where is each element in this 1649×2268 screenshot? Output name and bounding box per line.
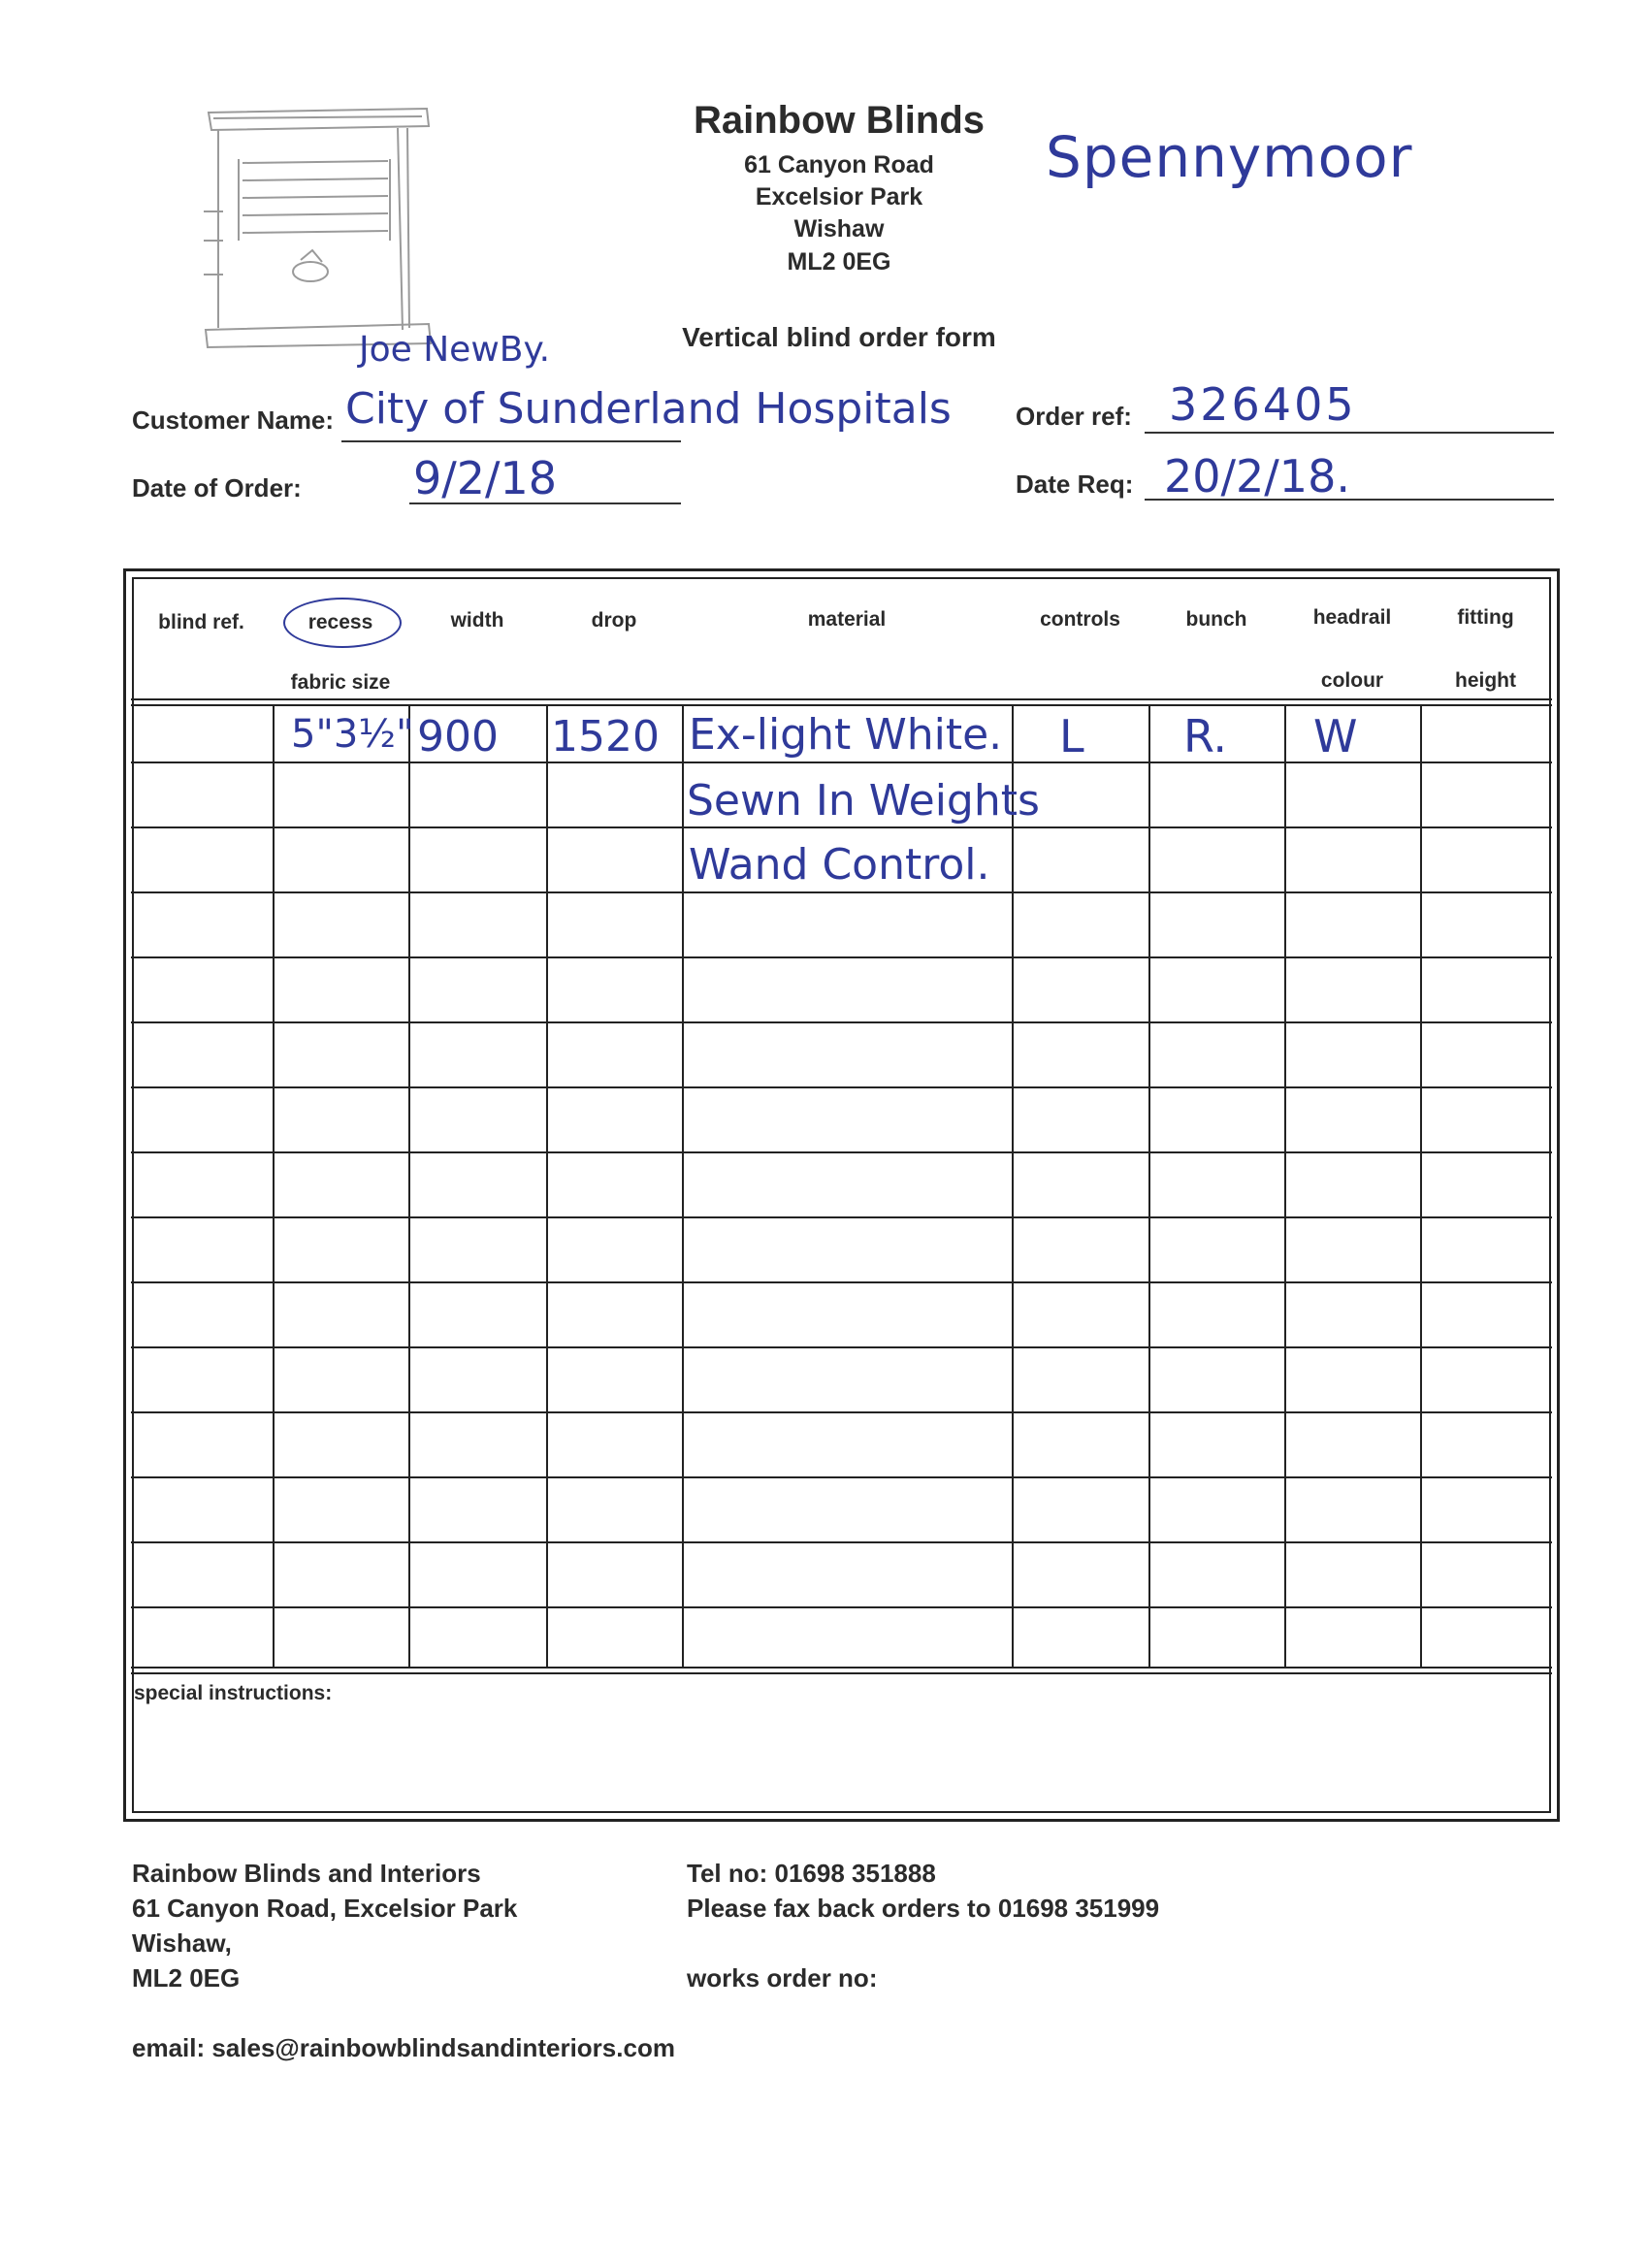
table-row-line bbox=[131, 1606, 1552, 1608]
table-column-line bbox=[273, 704, 275, 1667]
table-column-line bbox=[546, 704, 548, 1667]
footer-tel: Tel no: 01698 351888 bbox=[687, 1859, 936, 1888]
table-column-line bbox=[408, 704, 410, 1667]
header-colour: colour bbox=[1320, 669, 1384, 692]
row1-width: 900 bbox=[417, 712, 499, 761]
material-note-line: Wand Control. bbox=[689, 840, 990, 890]
date-req-label: Date Req: bbox=[1016, 470, 1134, 499]
table-row-line bbox=[131, 1411, 1552, 1413]
table-row-line bbox=[131, 1541, 1552, 1543]
special-instructions-label: special instructions: bbox=[134, 1682, 333, 1704]
company-title: Rainbow Blinds bbox=[694, 99, 985, 142]
order-ref-line bbox=[1145, 432, 1554, 434]
row1-headrail: W bbox=[1313, 710, 1358, 762]
table-row-line bbox=[131, 1021, 1552, 1023]
table-column-line bbox=[682, 704, 684, 1667]
table-row-line bbox=[131, 1281, 1552, 1283]
footer-company: Rainbow Blinds and Interiors bbox=[132, 1859, 481, 1888]
footer-address-line: 61 Canyon Road, Excelsior Park bbox=[132, 1894, 518, 1923]
address-line: Wishaw bbox=[793, 215, 885, 243]
material-note-line: Sewn In Weights bbox=[687, 776, 1040, 826]
header-headrail: headrail bbox=[1312, 606, 1392, 629]
table-header-divider bbox=[131, 698, 1552, 700]
footer-works-order: works order no: bbox=[687, 1963, 878, 1993]
address-line: ML2 0EG bbox=[787, 248, 891, 275]
customer-name-value: City of Sunderland Hospitals bbox=[345, 384, 952, 434]
header-width: width bbox=[450, 609, 504, 632]
table-row-line bbox=[131, 1216, 1552, 1218]
header-bunch: bunch bbox=[1185, 608, 1247, 631]
header-height: height bbox=[1455, 669, 1516, 692]
date-of-order-label: Date of Order: bbox=[132, 473, 302, 502]
row1-controls: L bbox=[1059, 710, 1084, 762]
address-line: Excelsior Park bbox=[755, 183, 923, 211]
table-column-line bbox=[1012, 704, 1014, 1667]
row1-material: Ex-light White. bbox=[689, 710, 1003, 760]
contact-name: Joe NewBy. bbox=[359, 330, 551, 370]
address-line: 61 Canyon Road bbox=[744, 151, 934, 178]
vertical-blind-sketch-icon bbox=[204, 105, 436, 359]
customer-name-line bbox=[341, 440, 681, 442]
header-drop: drop bbox=[591, 609, 637, 632]
header-material: material bbox=[807, 608, 887, 631]
table-row-line bbox=[131, 1346, 1552, 1348]
table-row-line bbox=[131, 1476, 1552, 1478]
date-req-value: 20/2/18. bbox=[1164, 450, 1350, 502]
header-fitting: fitting bbox=[1457, 606, 1514, 629]
form-title: Vertical blind order form bbox=[682, 322, 996, 352]
header-recess: recess bbox=[307, 611, 373, 633]
branch-note: Spennymoor bbox=[1046, 124, 1413, 190]
order-ref-label: Order ref: bbox=[1016, 402, 1132, 431]
header-fabric-size: fabric size bbox=[290, 671, 391, 694]
row1-recess: 5"3½" bbox=[291, 712, 414, 757]
footer-email: email: sales@rainbowblindsandinteriors.com bbox=[132, 2033, 675, 2062]
table-row-line bbox=[131, 956, 1552, 958]
table-row-line bbox=[131, 1086, 1552, 1088]
row1-drop: 1520 bbox=[551, 712, 660, 761]
date-of-order-value: 9/2/18 bbox=[413, 452, 558, 504]
table-header-divider bbox=[131, 704, 1552, 706]
table-bottom-line bbox=[131, 1672, 1552, 1674]
table-bottom-line bbox=[131, 1667, 1552, 1669]
table-column-line bbox=[1284, 704, 1286, 1667]
row1-bunch: R. bbox=[1183, 710, 1227, 762]
footer-address-line: ML2 0EG bbox=[132, 1963, 241, 1993]
header-controls: controls bbox=[1040, 608, 1120, 631]
table-row-line bbox=[131, 1151, 1552, 1153]
customer-name-label: Customer Name: bbox=[132, 405, 335, 435]
table-column-line bbox=[1148, 704, 1150, 1667]
footer-fax: Please fax back orders to 01698 351999 bbox=[687, 1894, 1160, 1923]
table-row-line bbox=[131, 891, 1552, 893]
order-ref-value: 326405 bbox=[1169, 378, 1357, 431]
header-blind-ref: blind ref. bbox=[158, 611, 244, 633]
table-column-line bbox=[1420, 704, 1422, 1667]
footer-address-line: Wishaw, bbox=[132, 1928, 232, 1958]
table-row-line bbox=[131, 826, 1552, 828]
